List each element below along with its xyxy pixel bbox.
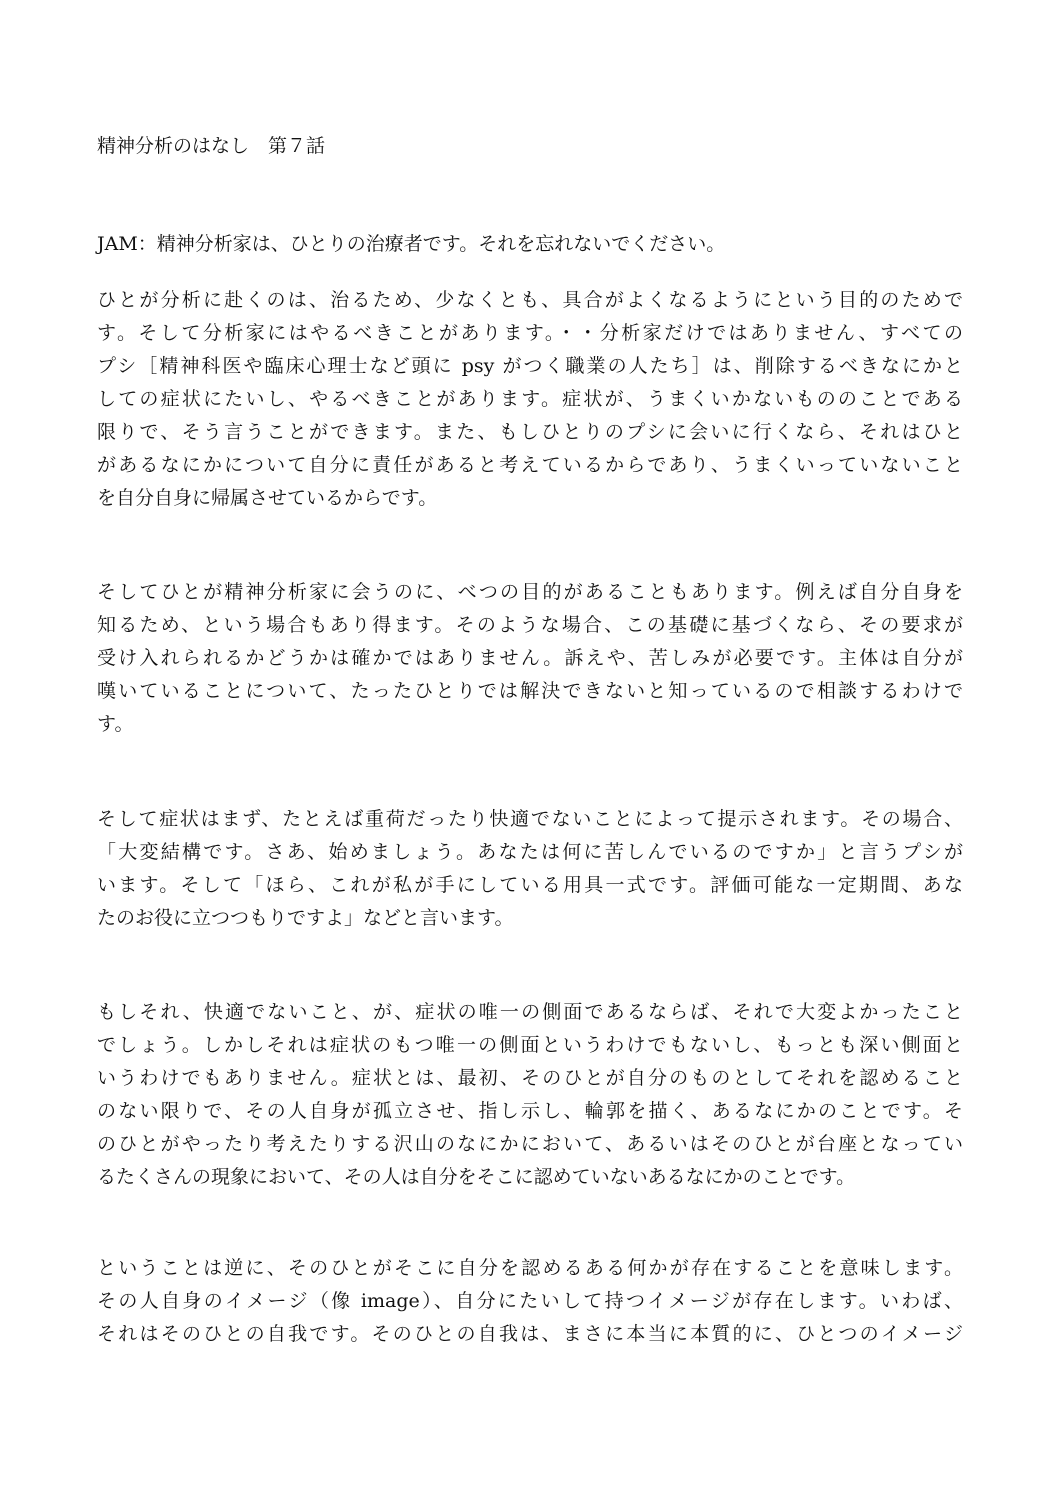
- text-line: ひとが分析に赴くのは、治るため、少なくとも、具合がよくなるようにという目的のためで: [97, 289, 963, 311]
- intro-line: JAM：精神分析家は、ひとりの治療者です。それを忘れないでください。: [97, 233, 726, 255]
- text-line: いうわけでもありません。症状とは、最初、そのひとが自分のものとしてそれを認めること: [97, 1067, 963, 1089]
- text-line: います。そして「ほら、これが私が手にしている用具一式です。評価可能な一定期間、あな: [97, 874, 963, 896]
- text-line: 嘆いていることについて、たったひとりでは解決できないと知っているので相談するわけで: [97, 680, 963, 702]
- paragraph-2: [97, 576, 963, 741]
- text-line: るたくさんの現象において、その人は自分をそこに認めていないあるなにかのことです。: [97, 1166, 856, 1188]
- text-line: 「大変結構です。さあ、始めましょう。あなたは何に苦しんでいるのですか」と言うプシが: [97, 841, 963, 863]
- text-line: プシ［精神科医や臨床心理士など頭に psy がつく職業の人たち］は、削除するべきなにかと: [97, 355, 963, 377]
- text-line: たのお役に立つつもりですよ」などと言います。: [97, 907, 514, 929]
- text-line: しての症状にたいし、やるべきことがあります。症状が、うまくいかないもののことである: [97, 388, 963, 410]
- text-line: のない限りで、その人自身が孤立させ、指し示し、輪郭を描く、あるなにかのことです。そ: [97, 1100, 963, 1122]
- text-line: その人自身のイメージ（像 image）、自分にたいして持つイメージが存在します。いわば、: [97, 1290, 963, 1312]
- text-line: それはそのひとの自我です。そのひとの自我は、まさに本当に本質的に、ひとつのイメージ: [97, 1323, 963, 1345]
- paragraph-1: [97, 284, 963, 515]
- page-title: 精神分析のはなし 第７話: [97, 135, 326, 157]
- text-line: もしそれ、快適でないこと、が、症状の唯一の側面であるならば、それで大変よかったこと: [97, 1001, 963, 1023]
- text-line: のひとがやったり考えたりする沢山のなにかにおいて、あるいはそのひとが台座となってい: [97, 1133, 963, 1155]
- text-line: 知るため、という場合もあり得ます。そのような場合、この基礎に基づくなら、その要求が: [97, 614, 963, 636]
- text-line: があるなにかについて自分に責任があると考えているからであり、うまくいっていないこと: [97, 454, 963, 476]
- text-line: を自分自身に帰属させているからです。: [97, 487, 438, 509]
- text-line: そしてひとが精神分析家に会うのに、べつの目的があることもあります。例えば自分自身を: [97, 581, 963, 603]
- text-line: す。そして分析家にはやるべきことがあります。・・分析家だけではありません、すべての: [97, 322, 963, 344]
- paragraph-3: [97, 803, 963, 935]
- text-line: す。: [97, 713, 134, 735]
- paragraph-5: [97, 1252, 963, 1351]
- text-line: ということは逆に、そのひとがそこに自分を認めるある何かが存在することを意味します。: [97, 1257, 963, 1279]
- text-line: でしょう。しかしそれは症状のもつ唯一の側面というわけでもないし、もっとも深い側面と: [97, 1034, 963, 1056]
- text-line: そして症状はまず、たとえば重荷だったり快適でないことによって提示されます。その場合、: [97, 808, 963, 830]
- text-line: 受け入れられるかどうかは確かではありません。訴えや、苦しみが必要です。主体は自分が: [97, 647, 963, 669]
- text-line: 限りで、そう言うことができます。また、もしひとりのプシに会いに行くなら、それはひと: [97, 421, 963, 443]
- paragraph-4: [97, 996, 963, 1194]
